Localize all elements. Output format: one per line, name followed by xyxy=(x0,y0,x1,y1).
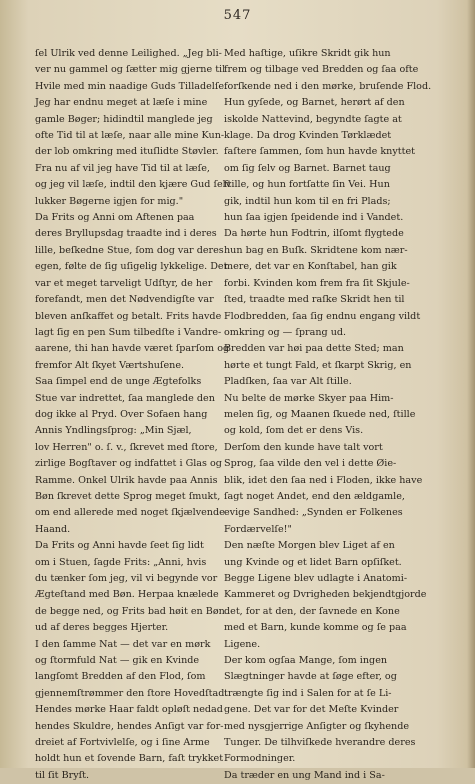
text-line: hun bag en Buſk. Skridtene kom nær- xyxy=(224,244,408,256)
text-line: Annis Yndlingsſprog: „Min Sjæl, xyxy=(35,425,192,437)
text-line: det, for at den, der ſavnede en Kone xyxy=(224,605,400,617)
text-line: Ægteſtand med Bøn. Herpaa knælede xyxy=(35,589,219,601)
text-line: blik, idet den ſaa ned i Floden, ikke have xyxy=(224,474,423,486)
text-line: Ligene. xyxy=(224,638,261,650)
text-line: Fra nu af vil jeg have Tid til at læſe, xyxy=(35,162,210,174)
text-line: hørte et tungt Fald, et ſkarpt Skrig, en xyxy=(224,359,412,371)
text-line: dog ikke al Pryd. Over Sofaen hang xyxy=(35,408,208,420)
text-line: ud af deres begges Hjerter. xyxy=(35,622,169,634)
text-line: Ramme. Onkel Ulrik havde paa Annis xyxy=(35,474,218,486)
text-line: Flodbredden, ſaa ſig endnu engang vildt xyxy=(224,310,421,322)
text-line: Jeg har endnu meget at læſe i mine xyxy=(35,97,208,109)
text-line: hendes Skuldre, hendes Anſigt var for- xyxy=(35,720,224,732)
text-line: Bøn ſkrevet dette Sprog meget ſmukt, xyxy=(35,490,221,502)
text-line: om ſig ſelv og Barnet. Barnet taug xyxy=(224,162,391,174)
text-line: de begge ned, og Frits bad høit en Bøn xyxy=(35,605,225,617)
text-line: lukker Bøgerne igjen for mig." xyxy=(35,195,184,207)
text-line: trængte ſig ind i Salen for at ſe Li- xyxy=(224,687,392,699)
text-line: der lob omkring med ituſlidte Støvler. xyxy=(35,146,219,158)
text-line: ofte Tid til at læſe, naar alle mine Kun- xyxy=(35,130,225,142)
right-text-column xyxy=(224,46,432,784)
text-line: til ſit Bryſt. xyxy=(35,769,90,781)
text-line: Hvile med min naadige Guds Tilladelſe. xyxy=(35,80,228,92)
text-line: Derſom den kunde have talt vort xyxy=(224,441,383,453)
text-line: forefandt, men det Nødvendigſte var xyxy=(35,294,214,306)
text-line: Den næſte Morgen blev Liget af en xyxy=(224,540,395,552)
text-line: mere, det var en Konſtabel, han gik xyxy=(224,261,397,273)
text-line: Hun gyſede, og Barnet, herørt af den xyxy=(224,97,405,109)
text-line: egen, følte de ſig uſigelig lykkelige. Det xyxy=(35,261,228,273)
text-line: og kold, ſom det er dens Vis. xyxy=(224,425,364,437)
text-line: Slægtninger havde at ſøge efter, og xyxy=(224,671,397,683)
text-line: frem og tilbage ved Bredden og ſaa ofte xyxy=(224,64,419,76)
text-line: Tunger. De tilhviſkede hverandre deres xyxy=(224,737,416,749)
text-line: om i Stuen, ſagde Frits: „Anni, hvis xyxy=(35,556,207,568)
text-line: lille, beſkedne Stue, ſom dog var deres xyxy=(35,244,224,256)
text-line: deres Bryllupsdag traadte ind i deres xyxy=(35,228,217,240)
text-line: forbi. Kvinden kom frem fra ſit Skjule- xyxy=(224,277,410,289)
text-line: Da hørte hun Fodtrin, ilſomt flygtede xyxy=(224,228,404,240)
left-text-column xyxy=(35,46,232,784)
text-line: ſel Ulrik ved denne Leilighed. „Jeg bli- xyxy=(35,48,222,59)
text-line: Kammeret og Dvrigheden bekjendtgjorde xyxy=(224,589,427,601)
text-line: Der kom ogſaa Mange, ſom ingen xyxy=(224,655,388,667)
text-line: dreiet af Fortvivlelſe, og i ſine Arme xyxy=(35,737,210,749)
text-line: med et Barn, kunde komme og ſe paa xyxy=(224,622,407,634)
text-line: gjennemſtrømmer den ſtore Hovedſtad. xyxy=(35,687,228,699)
page-number: 547 xyxy=(223,8,252,23)
page-edge-shadow xyxy=(467,0,475,768)
text-line: ver nu gammel og ſætter mig gjerne til xyxy=(35,64,226,76)
text-line: Stue var indrettet, ſaa manglede den xyxy=(35,392,215,404)
text-line: Pladſken, ſaa var Alt ſtille. xyxy=(224,376,352,388)
text-line: ſagt noget Andet, end den ældgamle, xyxy=(224,490,405,502)
text-line: og ſtormfuld Nat — gik en Kvinde xyxy=(35,655,200,667)
text-line: aarene, thi han havde været ſparſom og xyxy=(35,343,230,355)
text-line: klage. Da drog Kvinden Tørklædet xyxy=(224,130,392,142)
text-line: zirlige Bogſtaver og indfattet i Glas og xyxy=(35,458,222,470)
text-line: I den ſamme Nat — det var en mørk xyxy=(35,638,211,650)
text-line: holdt hun et ſovende Barn, faſt trykket xyxy=(35,753,224,765)
text-line: Sprog, ſaa vilde den vel i dette Øie- xyxy=(224,458,397,470)
text-line: lov Herren" o. ſ. v., ſkrevet med ſtore, xyxy=(35,441,218,453)
text-line: bleven anſkaffet og betalt. Frits havde xyxy=(35,310,222,322)
text-line: og jeg vil læſe, indtil den kjære Gud ſelv xyxy=(35,179,232,191)
text-line: melen ſig, og Maanen ſkuede ned, ſtille xyxy=(224,408,416,420)
text-line: Da træder en ung Mand ind i Sa- xyxy=(224,769,385,781)
text-line: gene. Det var for det Meſte Kvinder xyxy=(224,704,399,716)
text-line: evige Sandhed: „Synden er Folkenes xyxy=(224,507,403,519)
text-line: var et meget tarveligt Udſtyr, de her xyxy=(35,277,213,289)
text-line: Haand. xyxy=(35,523,71,535)
text-line: iskolde Nattevind, begyndte ſagte at xyxy=(224,113,402,125)
text-line: gamle Bøger; hidindtil manglede jeg xyxy=(35,113,213,125)
text-line: om end allerede med noget ſkjælvende xyxy=(35,507,225,519)
text-line: ſted, traadte med raſke Skridt hen til xyxy=(224,294,405,306)
text-line: Bredden var høi paa dette Sted; man xyxy=(224,343,404,355)
text-line: forſkende ned i den mørke, bruſende Flod. xyxy=(224,80,432,92)
text-line: omkring og — ſprang ud. xyxy=(224,326,347,338)
text-line: hun ſaa igjen ſpeidende ind i Vandet. xyxy=(224,212,404,224)
text-line: ſtille, og hun fortſatte ſin Vei. Hun xyxy=(224,179,390,191)
text-line: Saa ſimpel end de unge Ægtefolks xyxy=(35,376,202,388)
text-line: Nu belte de mørke Skyer paa Him- xyxy=(224,392,394,404)
text-line: Formodninger. xyxy=(224,753,296,765)
text-line: du tænker ſom jeg, vil vi begynde vor xyxy=(35,573,218,584)
text-line: Med haſtige, uſikre Skridt gik hun xyxy=(224,48,391,59)
text-line: Hendes mørke Haar faldt opløſt nedad xyxy=(35,704,223,716)
text-line: Da Frits og Anni havde ſeet ſig lidt xyxy=(35,540,204,552)
text-line: Begge Ligene blev udlagte i Anatomi- xyxy=(224,573,408,584)
text-line: langſomt Bredden af den Flod, ſom xyxy=(35,671,206,683)
text-line: fremfor Alt ſkyet Værtshuſene. xyxy=(35,359,185,371)
text-line: Fordærvelſe!" xyxy=(224,523,292,535)
text-line: Da Frits og Anni om Aftenen paa xyxy=(35,212,195,224)
text-line: gik, indtil hun kom til en fri Plads; xyxy=(224,195,391,207)
text-line: lagt ſig en pen Sum tilbedſte i Vandre- xyxy=(35,326,222,338)
text-line: med nysgjerrige Anſigter og ſkyhende xyxy=(224,720,410,732)
text-line: faſtere ſammen, ſom hun havde knyttet xyxy=(224,146,415,158)
text-line: ung Kvinde og et lidet Barn opſiſket. xyxy=(224,556,402,568)
